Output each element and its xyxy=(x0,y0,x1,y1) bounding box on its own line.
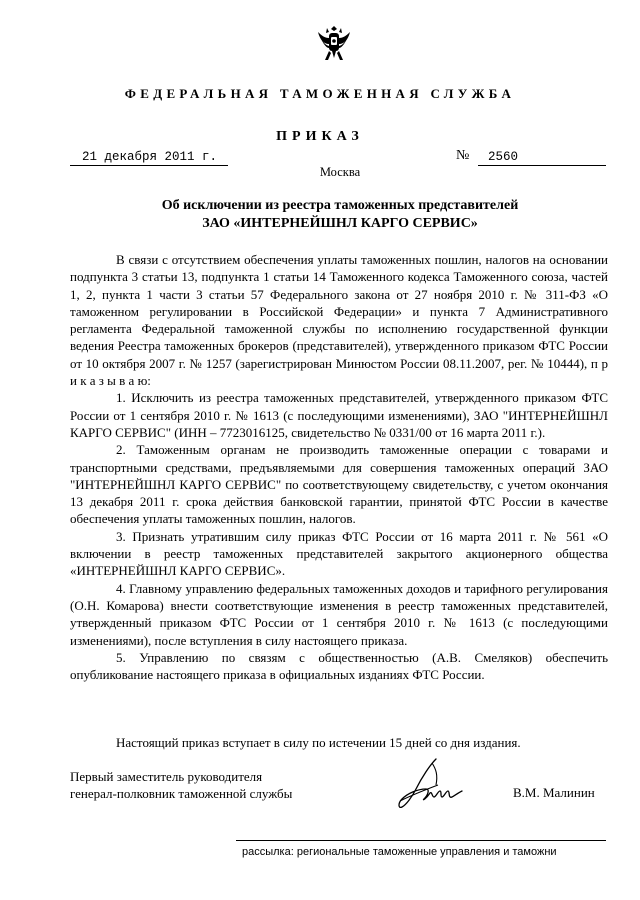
order-body xyxy=(70,251,608,683)
handwritten-signature xyxy=(392,755,464,813)
effective-date-statement: Настоящий приказ вступает в силу по истечении 15 дней со дня издания. xyxy=(116,735,521,750)
order-item-2: 2. Таможенным органам не производить таможенные операции с товарами и транспортными средствами, предъявляемыми для совершения таможенных операций ЗАО "ИНТЕРНЕЙШНЛ КАРГО СЕРВИС" по соответствующему свидетельству, с учетом окончания 13 декабря 2011 г. срока действия банковской гарантии, принятой ФТС России в качестве обеспечения уплаты таможенных пошлин, налогов. xyxy=(70,442,608,527)
intro-paragraph: В связи с отсутствием обеспечения уплаты таможенных пошлин, налогов на основании подпункта 3 статьи 13, подпункта 1 статьи 14 Таможенного кодекса Таможенного союза, частей 1, 2, пункта 1 части 3 статьи 57 Федерального закона от 27 ноября 2010 г. № 311-ФЗ «О таможенном регулировании в Российской Федерации» и пункта 7 Административного регламента Федеральной таможенной службы по исполнению государственной функции ведения Реестра таможенных брокеров (представителей), утвержденного приказом ФТС России от 10 октября 2007 г. № 1257 (зарегистрирован Минюстом России 08.11.2007, рег. № 10444), п р и к а з ы в а ю: xyxy=(70,252,608,389)
double-headed-eagle-emblem-icon xyxy=(314,22,354,64)
distribution-divider xyxy=(236,840,606,841)
signer-position xyxy=(70,768,292,802)
signer-name: В.М. Малинин xyxy=(513,785,595,800)
order-title-line1: Об исключении из реестра таможенных представителей xyxy=(161,198,519,213)
agency-name: ФЕДЕРАЛЬНАЯ ТАМОЖЕННАЯ СЛУЖБА xyxy=(124,86,516,101)
order-title xyxy=(60,197,620,233)
signer-position-line1: Первый заместитель руководителя xyxy=(70,769,263,784)
city: Москва xyxy=(319,165,361,179)
order-title-line2: ЗАО «ИНТЕРНЕЙШНЛ КАРГО СЕРВИС» xyxy=(202,216,478,231)
order-item-3: 3. Признать утратившим силу приказ ФТС России от 16 марта 2011 г. № 561 «О включении в реестр таможенных представителей закрытого акционерного общества «ИНТЕРНЕЙШНЛ КАРГО СЕРВИС». xyxy=(70,528,608,579)
order-date: 21 декабря 2011 г. xyxy=(70,150,228,166)
document-type: ПРИКАЗ xyxy=(276,129,364,144)
order-item-1: 1. Исключить из реестра таможенных представителей, утвержденного приказом ФТС России от 1 сентября 2010 г. № 1613 (с последующими изменениями), ЗАО "ИНТЕРНЕЙШНЛ КАРГО СЕРВИС" (ИНН – 7723016125, свидетельство № 0331/00 от 16 марта 2011 г.). xyxy=(70,390,608,440)
order-number: 2560 xyxy=(478,150,606,166)
signer-position-line2: генерал-полковник таможенной службы xyxy=(70,786,293,801)
order-item-4: 4. Главному управлению федеральных таможенных доходов и тарифного регулирования (О.Н. Комарова) внести соответствующие изменения в реестр таможенных представителей, утвержденный приказом ФТС России от 1 сентября 2010 г. № 1613 (с последующими изменениями), после вступления в силу настоящего приказа. xyxy=(70,580,608,648)
order-item-5: 5. Управлению по связям с общественностью (А.В. Смеляков) обеспечить опубликование настоящего приказа в официальных изданиях ФТС России. xyxy=(70,649,608,683)
order-number-sign: № xyxy=(456,148,470,163)
distribution-list: рассылка: региональные таможенные управления и таможни xyxy=(242,846,557,858)
